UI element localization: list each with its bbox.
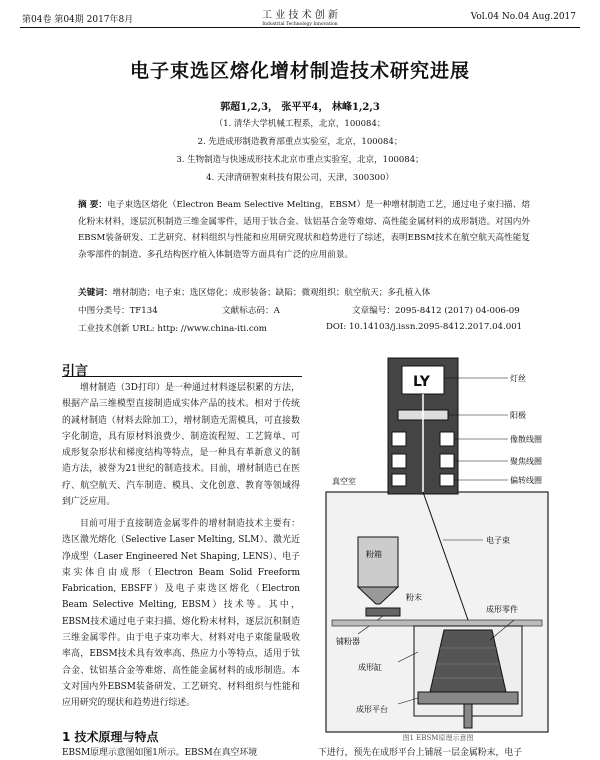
focus-coil-l <box>392 432 406 446</box>
keywords-label: 关键词： <box>78 288 113 298</box>
label-powder: 粉末 <box>406 593 422 602</box>
build-platform <box>418 692 518 704</box>
abstract <box>78 197 530 263</box>
label-deflect-coil: 偏转线圈 <box>510 476 542 485</box>
affiliation-1: （1. 清华大学机械工程系，北京，100084； <box>214 119 386 129</box>
clc-number: 中图分类号：TF134 <box>78 306 158 316</box>
header-volume: Vol.04 No.04 Aug.2017 <box>470 12 576 22</box>
figure-caption: 图1 EBSM原理示意图 <box>402 734 474 742</box>
section-1-heading: 1 技术原理与特点 <box>62 730 159 744</box>
label-hopper: 粉箱 <box>366 550 382 559</box>
label-cylinder: 成形缸 <box>358 663 382 672</box>
focus-coil-r <box>440 432 454 446</box>
journal-url[interactable]: 工业技术创新 URL: http: //www.china-iti.com <box>78 324 267 334</box>
abstract-label: 摘 要： <box>78 200 108 210</box>
deflect-coil-l <box>392 474 406 486</box>
label-anode: 阳极 <box>510 411 526 420</box>
ebsm-schematic-figure <box>318 352 558 744</box>
document-code: 文献标志码：A <box>222 306 280 316</box>
deflect-coil-r <box>440 474 454 486</box>
authors: 郭超1,2,3， 张平平4， 林峰1,2,3 <box>220 102 380 113</box>
header-rule <box>20 27 580 28</box>
formed-part <box>430 630 506 692</box>
label-vacuum: 真空室 <box>332 477 356 486</box>
powder-hopper <box>358 537 398 587</box>
doi[interactable]: DOI: 10.14103/j.issn.2095-8412.2017.04.001 <box>326 322 523 332</box>
label-rake: 铺粉器 <box>336 637 360 646</box>
journal-name-en: Industrial Technology Innovation <box>262 22 338 27</box>
intro-paragraph-1: 增材制造（3D打印）是一种通过材料逐层积累的方法，根据产品三维模型直接制造成实体产品的技术。相对于传统的减材制造（材料去除加工），增材制造无需模具，可直接数字化制造，具有原材料浪费少、制造流程短、工艺简单、可成形复杂形状和梯度结构等特点，是一种具有革新意义的制造方法，被誉为21世纪的制造技术。目前，增材制造已在医疗、航空航天、汽车制造、模具、文化创意、教育等领域得到广泛应用。 <box>62 383 300 508</box>
section-1-text-left: EBSM原理示意图如图1所示。EBSM在真空环境 <box>62 748 258 758</box>
affiliation-3: 3. 生物制造与快速成形技术北京市重点实验室，北京，100084； <box>176 155 424 165</box>
label-beam: 电子束 <box>486 536 510 545</box>
label-filament: 灯丝 <box>510 374 526 383</box>
focus-coil2-r <box>440 454 454 468</box>
rake <box>366 608 400 616</box>
keywords-text: 增材制造；电子束；选区熔化；成形装备；缺陷；微观组织；航空航天；多孔植入体 <box>112 288 431 298</box>
article-number: 文章编号：2095-8412 (2017) 04-006-09 <box>352 306 520 316</box>
label-astig-coil: 像散线圈 <box>510 435 542 444</box>
label-platform: 成形平台 <box>356 705 388 714</box>
affiliation-2: 2. 先进成形制造教育部重点实验室，北京，100084； <box>197 137 403 147</box>
label-focus-coil: 聚焦线圈 <box>510 457 542 466</box>
intro-paragraph-2: 目前可用于直接制造金属零件的增材制造技术主要有：选区激光熔化（Selective Laser Melting, SLM）、激光近净成型（Laser Engineered Net Shaping, LENS）、电子束实体自由成形（Electron Beam Solid Freeform Fabrication, EBSFF）及电子束选区熔化（Electron Beam Selective Melting, EBSM）技术等。其中，EBSM技术通过电子束扫描、熔化粉末材料，逐层沉积制造三维金属零件。由于电子束功率大、材料对电子束能量吸收率高，EBSM技术具有效率高、热应力小等特点，适用于钛合金、钛铝基合金等难熔、高性能金属材料的成形制造。本文对国内外EBSM装备研发、工艺研究、材料组织与性能和应用研究的现状和趋势进行综述。 <box>62 519 300 709</box>
label-part: 成形零件 <box>486 605 518 614</box>
journal-name: 工 业 技 术 创 新 <box>262 10 338 21</box>
svg-text:LY: LY <box>413 374 430 390</box>
header-issue: 第04卷 第04期 2017年8月 <box>22 15 134 25</box>
intro-rule <box>62 376 302 377</box>
platform-rod <box>464 704 472 728</box>
focus-coil2-l <box>392 454 406 468</box>
section-1-text-right: 下进行，预先在成形平台上铺展一层金属粉末，电子 <box>318 748 523 758</box>
paper-title: 电子束选区熔化增材制造技术研究进展 <box>129 60 470 82</box>
keywords <box>78 286 538 298</box>
intro-heading: 引言 <box>62 364 89 379</box>
affiliation-4: 4. 天津清研智束科技有限公司，天津，300300） <box>206 173 394 183</box>
abstract-text: 电子束选区熔化（Electron Beam Selective Melting，EBSM）是一种增材制造工艺，通过电子束扫描、熔化粉末材料，逐层沉积制造三维金属零件，适用于钛合金、钛铝基合金等难熔、高性能金属材料的成形制造。对国内外EBSM装备研发、工艺研究、材料组织与性能和应用研究现状和趋势进行了综述，表明EBSM技术在航空航天高性能复杂零部件的制造、多孔结构医疗植入体制造等方面具有广泛的应用前景。 <box>78 200 530 260</box>
